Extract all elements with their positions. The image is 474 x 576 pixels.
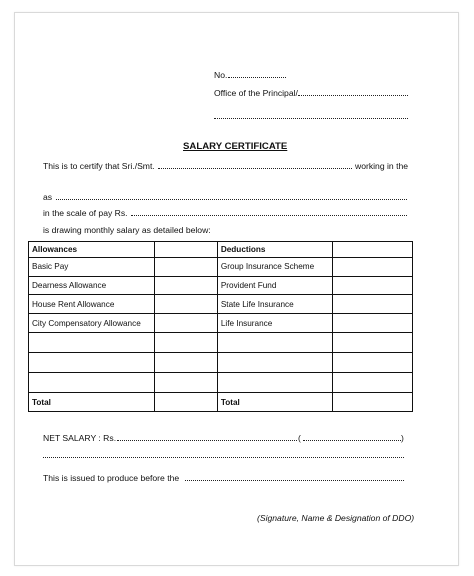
allowance-name: Basic Pay — [29, 257, 155, 276]
allowance-name — [29, 373, 155, 393]
deduction-name — [217, 353, 332, 373]
open-paren: ( — [298, 433, 301, 443]
certify-text: This is to certify that Sri./Smt. — [43, 161, 155, 171]
allowance-name — [29, 353, 155, 373]
net-salary-label: NET SALARY : Rs. — [43, 433, 117, 443]
total-deductions-amount — [332, 393, 412, 412]
allowance-name: City Compensatory Allowance — [29, 314, 155, 333]
allowance-amount — [155, 353, 218, 373]
issued-text: This is issued to produce before the — [43, 473, 180, 483]
deduction-name — [217, 333, 332, 353]
deduction-amount — [332, 257, 412, 276]
net-salary-words-line-2 — [43, 457, 404, 458]
table-row — [29, 333, 413, 353]
allowance-name: House Rent Allowance — [29, 295, 155, 314]
as-field-line — [56, 199, 407, 200]
page-title: SALARY CERTIFICATE — [183, 141, 288, 152]
scale-text: in the scale of pay Rs. — [43, 208, 128, 218]
deduction-amount — [332, 373, 412, 393]
salary-table — [28, 241, 413, 412]
name-field-line — [158, 168, 352, 169]
table-total-row — [29, 393, 413, 412]
deduction-amount — [332, 353, 412, 373]
scale-field-line — [131, 215, 407, 216]
table-row — [29, 314, 413, 333]
table-row — [29, 276, 413, 295]
deduction-name: Provident Fund — [217, 276, 332, 295]
deductions-header: Deductions — [217, 242, 332, 258]
allowance-amount — [155, 276, 218, 295]
deduction-amount — [332, 333, 412, 353]
deduction-name: Life Insurance — [217, 314, 332, 333]
no-field-line — [228, 77, 286, 78]
net-salary-words-line — [303, 440, 401, 441]
allowances-amount-header — [155, 242, 218, 258]
total-allowances-amount — [155, 393, 218, 412]
drawing-text: is drawing monthly salary as detailed below: — [43, 225, 211, 235]
allowance-amount — [155, 295, 218, 314]
deduction-name: State Life Insurance — [217, 295, 332, 314]
net-salary-amount-line — [117, 440, 297, 441]
signature-caption: (Signature, Name & Designation of DDO) — [257, 513, 415, 523]
total-allowances-label: Total — [29, 393, 155, 412]
no-label: No. — [214, 70, 228, 80]
total-deductions-label: Total — [217, 393, 332, 412]
office-label: Office of the Principal/ — [214, 88, 298, 98]
allowance-amount — [155, 314, 218, 333]
allowance-name — [29, 333, 155, 353]
table-header-row — [29, 242, 413, 258]
allowances-header: Allowances — [29, 242, 155, 258]
deductions-amount-header — [332, 242, 412, 258]
table-row — [29, 295, 413, 314]
table-row — [29, 353, 413, 373]
close-paren: ) — [401, 433, 404, 443]
issued-authority-line — [185, 480, 404, 481]
allowance-amount — [155, 333, 218, 353]
deduction-name: Group Insurance Scheme — [217, 257, 332, 276]
as-text: as — [43, 192, 53, 202]
deduction-name — [217, 373, 332, 393]
deduction-amount — [332, 276, 412, 295]
allowance-amount — [155, 373, 218, 393]
working-text: working in the — [355, 161, 409, 171]
allowance-name: Dearness Allowance — [29, 276, 155, 295]
office-field-line-2 — [214, 118, 408, 119]
allowance-amount — [155, 257, 218, 276]
office-field-line — [298, 95, 408, 96]
deduction-amount — [332, 314, 412, 333]
table-row — [29, 257, 413, 276]
deduction-amount — [332, 295, 412, 314]
table-row — [29, 373, 413, 393]
